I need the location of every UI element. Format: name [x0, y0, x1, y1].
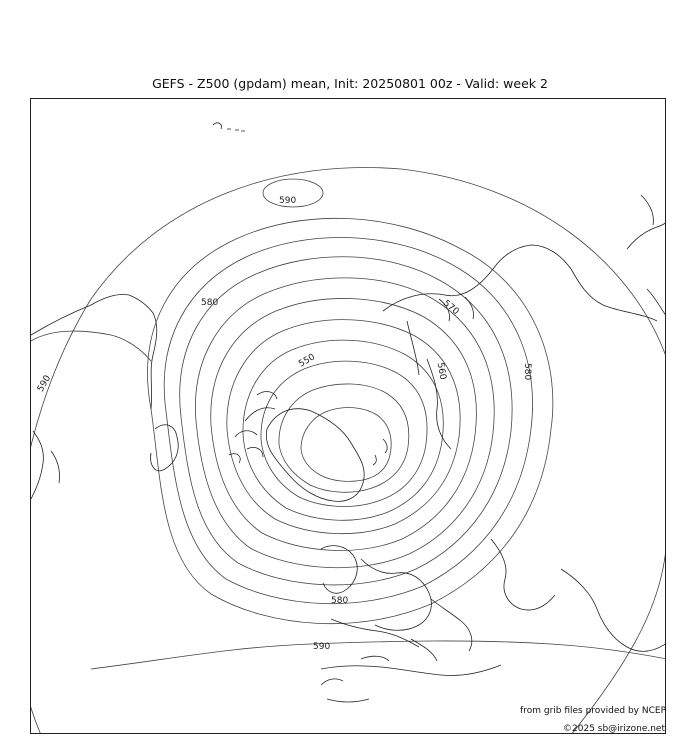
contour-label-580-nw: 580 [201, 298, 219, 308]
contour-lines [31, 168, 666, 734]
hudson-bay-coast [151, 425, 179, 471]
data-source-credit: from grib files provided by NCEP [520, 706, 666, 716]
contour-580 [164, 238, 532, 604]
iberia-coast [321, 679, 369, 702]
contour-label-590-north: 590 [279, 196, 297, 206]
contour-label-550: 550 [297, 352, 317, 370]
contour-570 [195, 278, 494, 568]
north-america-coast [31, 294, 157, 499]
contour-545 [279, 384, 409, 492]
contour-590-west [31, 331, 151, 361]
contour-label-580-south: 580 [331, 596, 349, 606]
mediterranean-coast [321, 619, 501, 676]
contour-540 [301, 408, 391, 482]
projection-boundary-south [571, 529, 666, 734]
aleutian-islands [213, 123, 245, 131]
contour-575 [180, 257, 512, 585]
coastlines [31, 123, 666, 702]
contour-590-south [91, 641, 666, 669]
contour-560 [227, 320, 460, 534]
svalbard-coast [373, 439, 387, 465]
contour-label-590-south: 590 [313, 642, 331, 652]
contour-555 [243, 340, 443, 520]
map-frame [30, 98, 666, 734]
polar-map [31, 99, 666, 734]
contour-label-590-west: 590 [35, 373, 54, 394]
copyright-credit: ©2025 sb@irizone.net [563, 724, 665, 734]
asia-coast [491, 539, 666, 651]
map-title: GEFS - Z500 (gpdam) mean, Init: 20250801 00z - Valid: week 2 [152, 76, 548, 91]
contour-label-570-ne: 570 [440, 298, 461, 318]
canadian-archipelago-coast [229, 392, 277, 463]
contour-label-580-east: 580 [522, 363, 532, 381]
kamchatka-coast [627, 195, 666, 317]
projection-boundary [31, 168, 666, 734]
contour-565 [211, 298, 477, 550]
siberia-coast [383, 245, 657, 449]
contour-label-560-ne: 560 [434, 361, 448, 381]
